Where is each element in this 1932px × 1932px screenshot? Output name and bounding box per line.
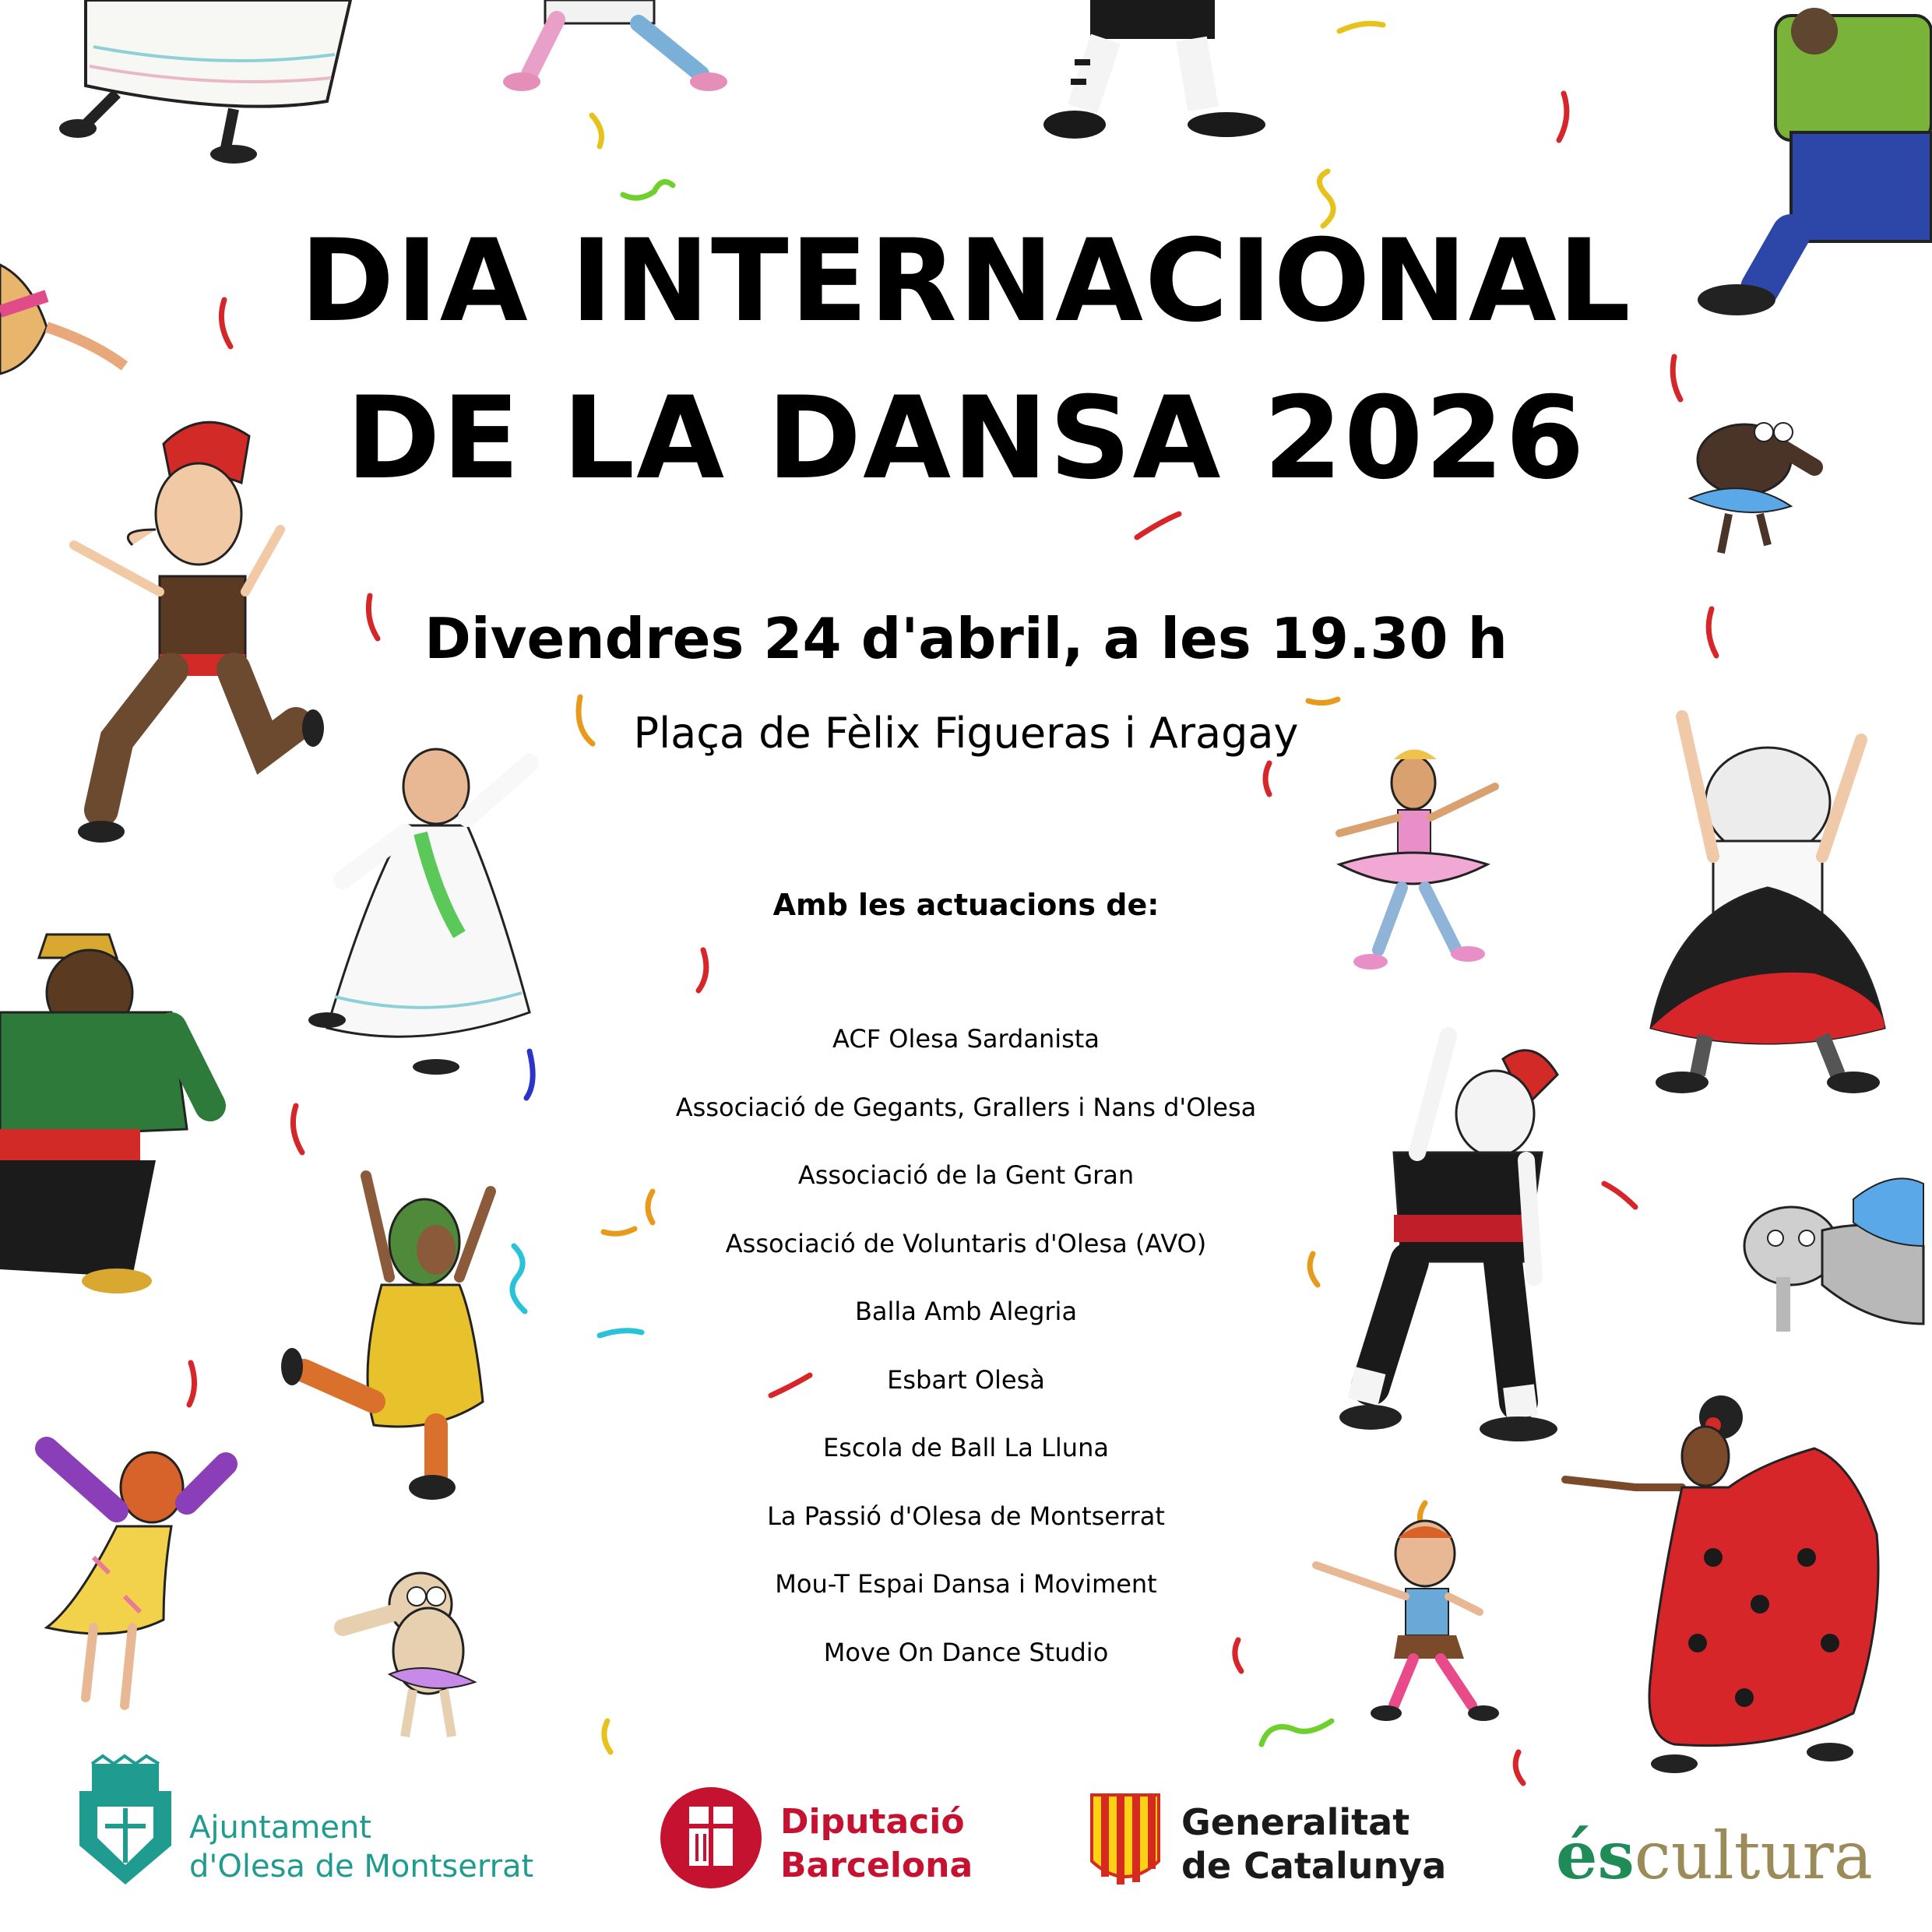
- performer-item: ACF Olesa Sardanista: [832, 1024, 1100, 1054]
- diputacio-seal-icon: [660, 1787, 762, 1888]
- title-line-1: DIA INTERNACIONAL: [300, 215, 1632, 347]
- performers-heading: Amb les actuacions de:: [772, 888, 1160, 922]
- performer-item: Escola de Ball La Lluna: [823, 1433, 1109, 1462]
- ajuntament-line-2: d'Olesa de Montserrat: [189, 1849, 534, 1884]
- generalitat-line-2: de Catalunya: [1181, 1845, 1447, 1887]
- title-line-2: DE LA DANSA 2026: [346, 372, 1586, 505]
- ballerina-pink-icon: [1339, 750, 1495, 970]
- generalitat-line-1: Generalitat: [1181, 1801, 1410, 1843]
- performer-item: Esbart Olesà: [887, 1364, 1045, 1395]
- dancer-white-skirt-icon: [59, 0, 350, 164]
- diputacio-line-2: Barcelona: [780, 1846, 973, 1885]
- town-coat-of-arms-icon: [79, 1756, 171, 1884]
- senyera-shield-icon: [1092, 1795, 1159, 1884]
- performer-item: Associació de Voluntaris d'Olesa (AVO): [725, 1228, 1207, 1258]
- escultura-part-2: cultura: [1634, 1818, 1873, 1894]
- performer-item: Move On Dance Studio: [823, 1637, 1109, 1667]
- escultura-logo: [1556, 1817, 1873, 1894]
- performer-item: La Passió d'Olesa de Montserrat: [767, 1501, 1165, 1531]
- performer-item: Associació de Gegants, Grallers i Nans d'Olesa: [675, 1092, 1257, 1122]
- performers-list: [0, 1019, 1932, 1700]
- escultura-part-1: és: [1556, 1817, 1635, 1894]
- dancer-striped-legs-icon: [503, 0, 727, 91]
- diputacio-line-1: Diputació: [780, 1802, 965, 1842]
- event-place: Plaça de Fèlix Figueras i Aragay: [633, 709, 1299, 758]
- generalitat-logo: [1181, 1800, 1446, 1888]
- performer-item: Mou-T Espai Dansa i Moviment: [775, 1569, 1157, 1599]
- ajuntament-line-1: Ajuntament: [189, 1810, 371, 1846]
- performer-item: Balla Amb Alegria: [854, 1297, 1078, 1326]
- ajuntament-logo: [189, 1808, 533, 1886]
- performer-item: Associació de la Gent Gran: [797, 1160, 1135, 1190]
- dancer-black-shoes-icon: [1043, 0, 1265, 139]
- diputacio-logo: [780, 1800, 973, 1888]
- event-date-time: Divendres 24 d'abril, a les 19.30 h: [424, 606, 1508, 671]
